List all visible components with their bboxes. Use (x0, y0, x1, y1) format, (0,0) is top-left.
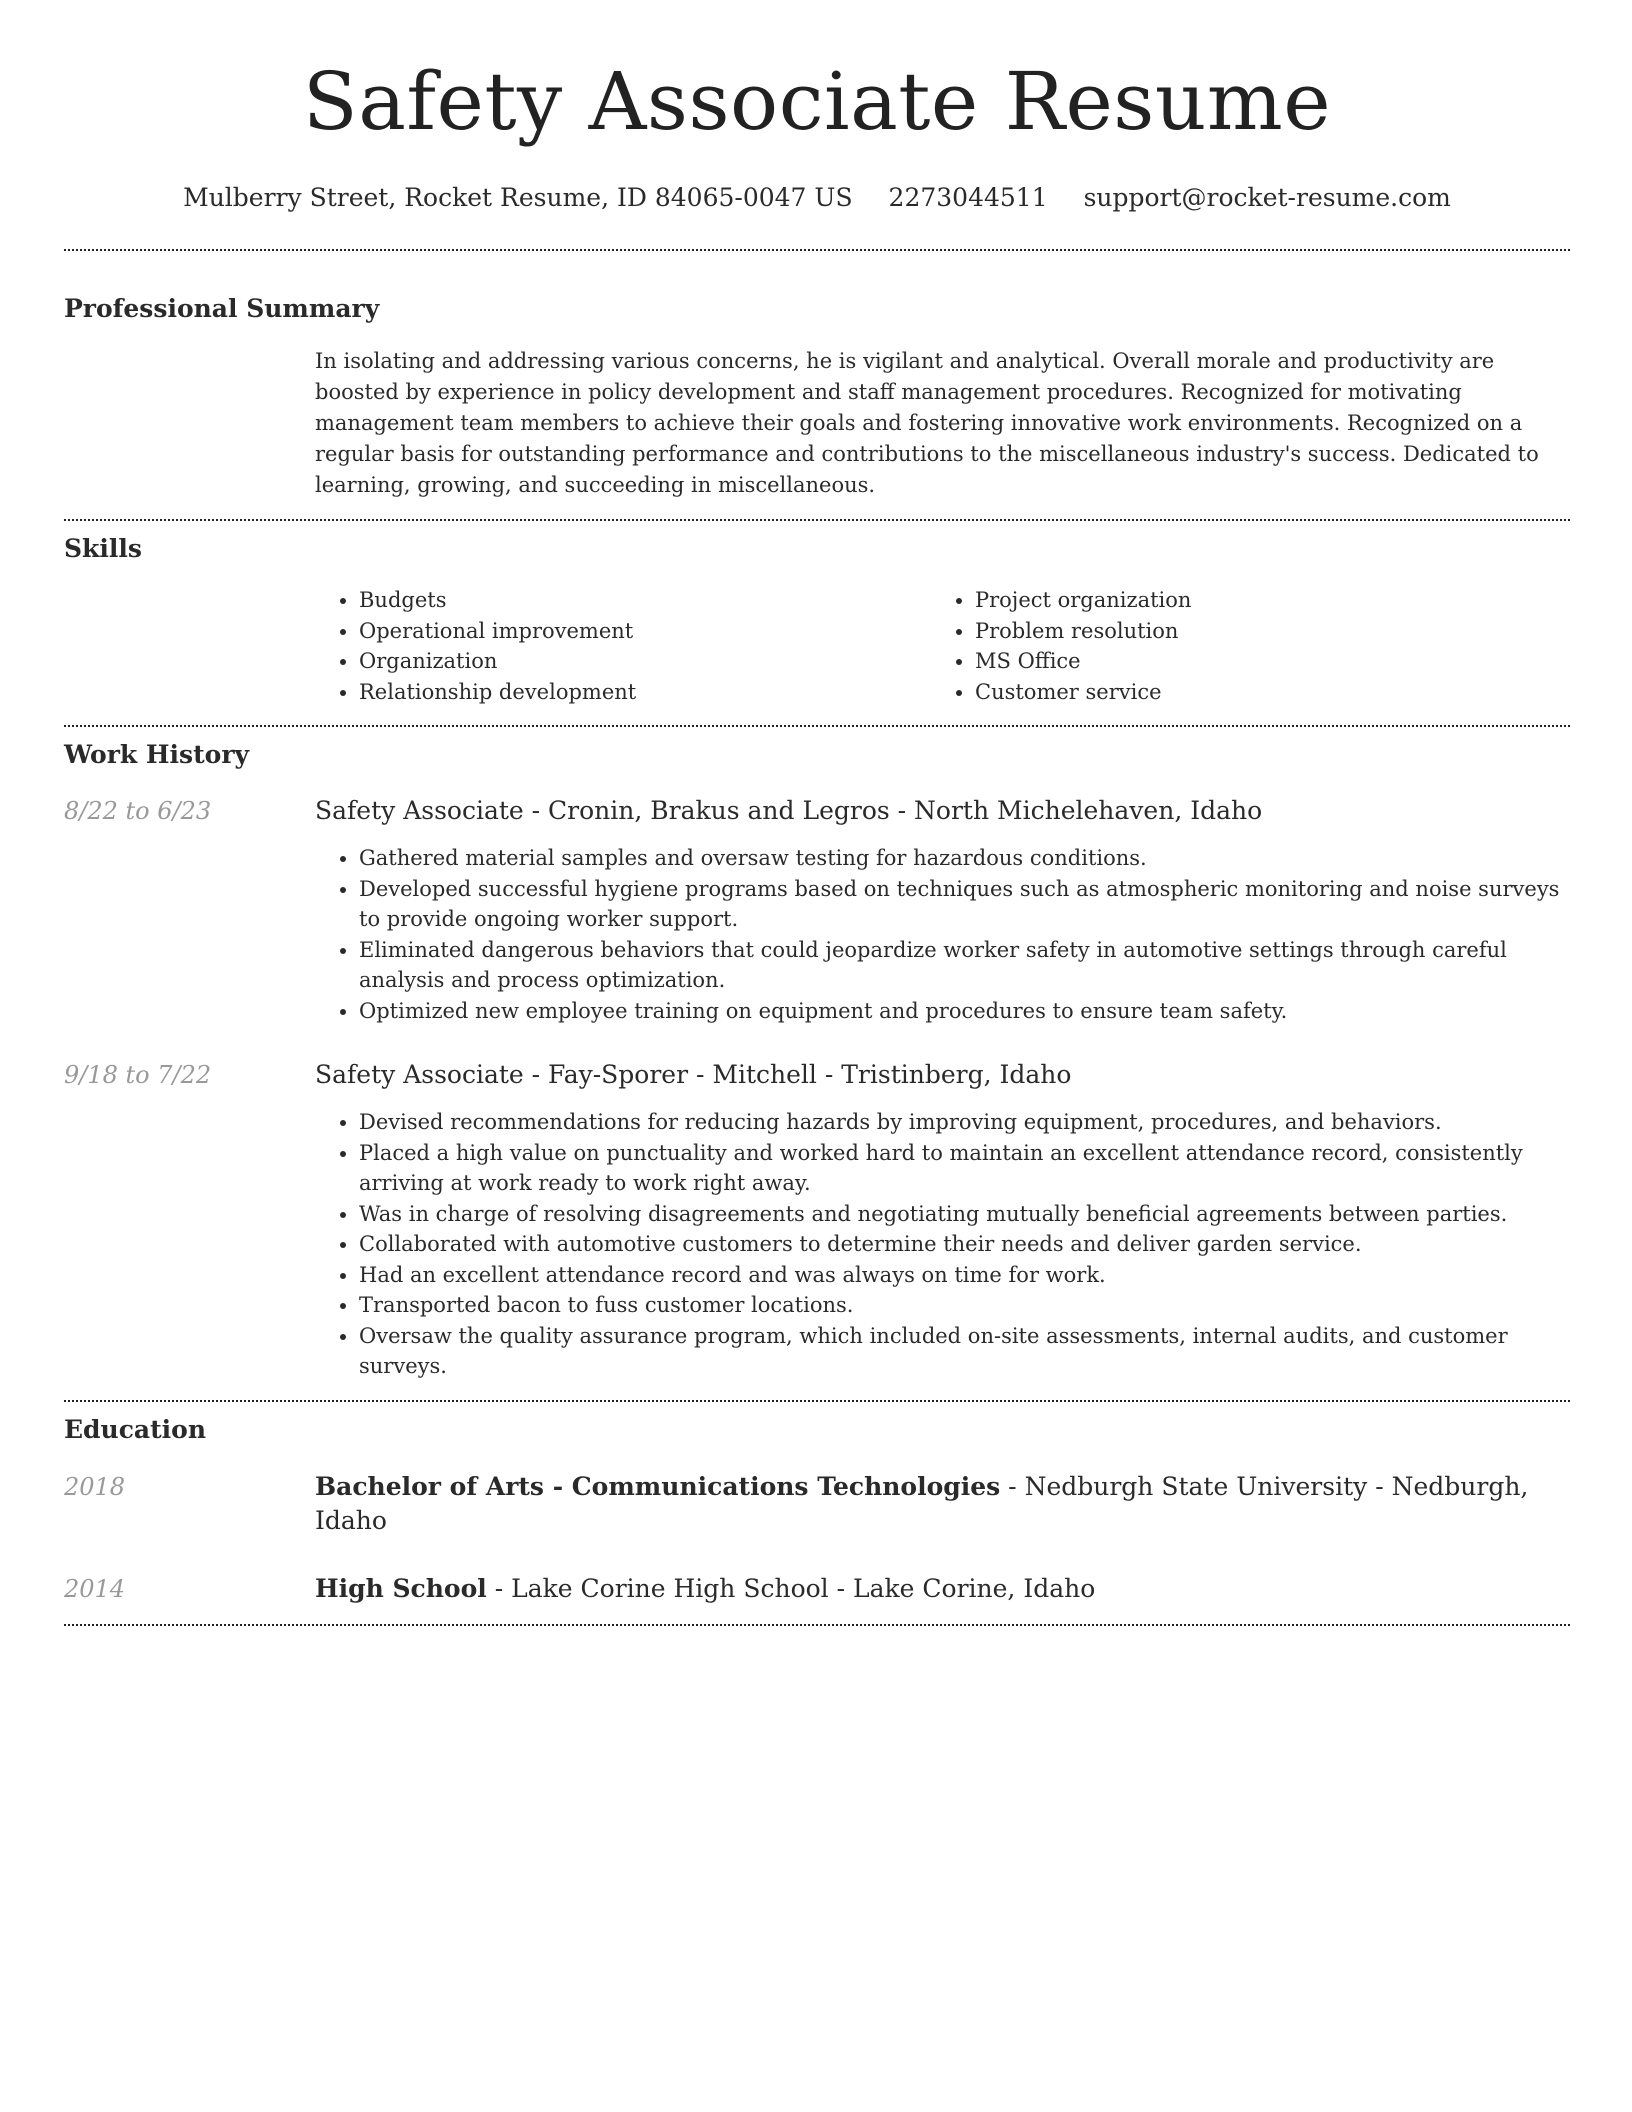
job-bullet: • Developed successful hygiene programs based on techniques such as atmospheric monitoring and noise surveys to provide ongoing worker support. (359, 874, 1570, 935)
education-entry (64, 1572, 1570, 1624)
skills-columns (315, 585, 1570, 725)
education-body (315, 1470, 1570, 1538)
skill-item: • Customer service (975, 677, 1547, 708)
skills-list-right (931, 585, 1547, 707)
job-bullet: • Transported bacon to fuss customer locations. (359, 1290, 1570, 1321)
job-dates: 9/18 to 7/22 (64, 1061, 212, 1089)
job-body (315, 1059, 1570, 1382)
job-bullet: • Collaborated with automotive customers to determine their needs and deliver garden service. (359, 1229, 1570, 1260)
education-year: 2014 (64, 1574, 126, 1603)
section-divider (64, 1624, 1570, 1626)
section-title-work: Work History (64, 740, 250, 769)
job-entry (64, 795, 1570, 1026)
education-section (64, 1402, 1570, 1624)
summary-text: In isolating and addressing various concerns, he is vigilant and analytical. Overall morale and productivity are boosted by experience in policy development and staff management procedures. Recognized for motivating management team members to achieve their goals and fostering innovative work environments. Recognized on a regular basis for outstanding performance and contributions to the miscellaneous industry's success. Dedicated to learning, growing, and succeeding in miscellaneous. (315, 349, 1539, 497)
job-bullet: • Optimized new employee training on equipment and procedures to ensure team safety. (359, 996, 1570, 1027)
education-year: 2018 (64, 1472, 126, 1501)
skill-item: • Organization (359, 646, 931, 677)
section-title-skills: Skills (64, 534, 142, 563)
skill-item: • MS Office (975, 646, 1547, 677)
job-body (315, 795, 1570, 1026)
job-bullets (315, 1107, 1570, 1382)
job-bullet: • Eliminated dangerous behaviors that could jeopardize worker safety in automotive settings through careful analysis and process optimization. (359, 935, 1570, 996)
section-title-education: Education (64, 1414, 207, 1444)
contact-email: support@rocket-resume.com (1083, 183, 1451, 212)
job-title: Safety Associate - Cronin, Brakus and Legros - North Michelehaven, Idaho (315, 796, 1263, 825)
skill-item: • Problem resolution (975, 616, 1547, 647)
contact-phone: 2273044511 (888, 183, 1048, 212)
section-title-summary: Professional Summary (64, 294, 380, 323)
contact-line (64, 182, 1570, 214)
education-school: - Nedburgh State University - Nedburgh, Idaho (315, 1471, 1529, 1535)
skill-item: • Project organization (975, 585, 1547, 616)
job-dates: 8/22 to 6/23 (64, 797, 212, 825)
skills-section (64, 521, 1570, 725)
job-bullet: • Gathered material samples and oversaw testing for hazardous conditions. (359, 843, 1570, 874)
job-bullet: • Was in charge of resolving disagreements and negotiating mutually beneficial agreements between parties. (359, 1199, 1570, 1230)
education-degree: Bachelor of Arts - Communications Technologies (315, 1471, 1001, 1501)
job-bullet: • Had an excellent attendance record and was always on time for work. (359, 1260, 1570, 1291)
education-entry (64, 1470, 1570, 1538)
work-history-section (64, 727, 1570, 1400)
skill-item: • Operational improvement (359, 616, 931, 647)
job-bullets (315, 843, 1570, 1026)
job-bullet: • Placed a high value on punctuality and worked hard to maintain an excellent attendance record, consistently arriving at work ready to work right away. (359, 1138, 1570, 1199)
job-title: Safety Associate - Fay-Sporer - Mitchell - Tristinberg, Idaho (315, 1060, 1072, 1089)
education-body (315, 1572, 1095, 1606)
contact-address: Mulberry Street, Rocket Resume, ID 84065-0047 US (183, 183, 853, 212)
resume-title: Safety Associate Resume (302, 55, 1332, 148)
resume-page (64, 0, 1570, 1626)
job-bullet: • Oversaw the quality assurance program, which included on-site assessments, internal audits, and customer surveys. (359, 1321, 1570, 1382)
job-entry (64, 1059, 1570, 1400)
education-degree: High School (315, 1573, 487, 1603)
skills-list-left (315, 585, 931, 707)
skill-item: • Relationship development (359, 677, 931, 708)
skill-item: • Budgets (359, 585, 931, 616)
education-school: - Lake Corine High School - Lake Corine, Idaho (486, 1573, 1096, 1603)
professional-summary-section (64, 251, 1570, 519)
job-bullet: • Devised recommendations for reducing hazards by improving equipment, procedures, and behaviors. (359, 1107, 1570, 1138)
